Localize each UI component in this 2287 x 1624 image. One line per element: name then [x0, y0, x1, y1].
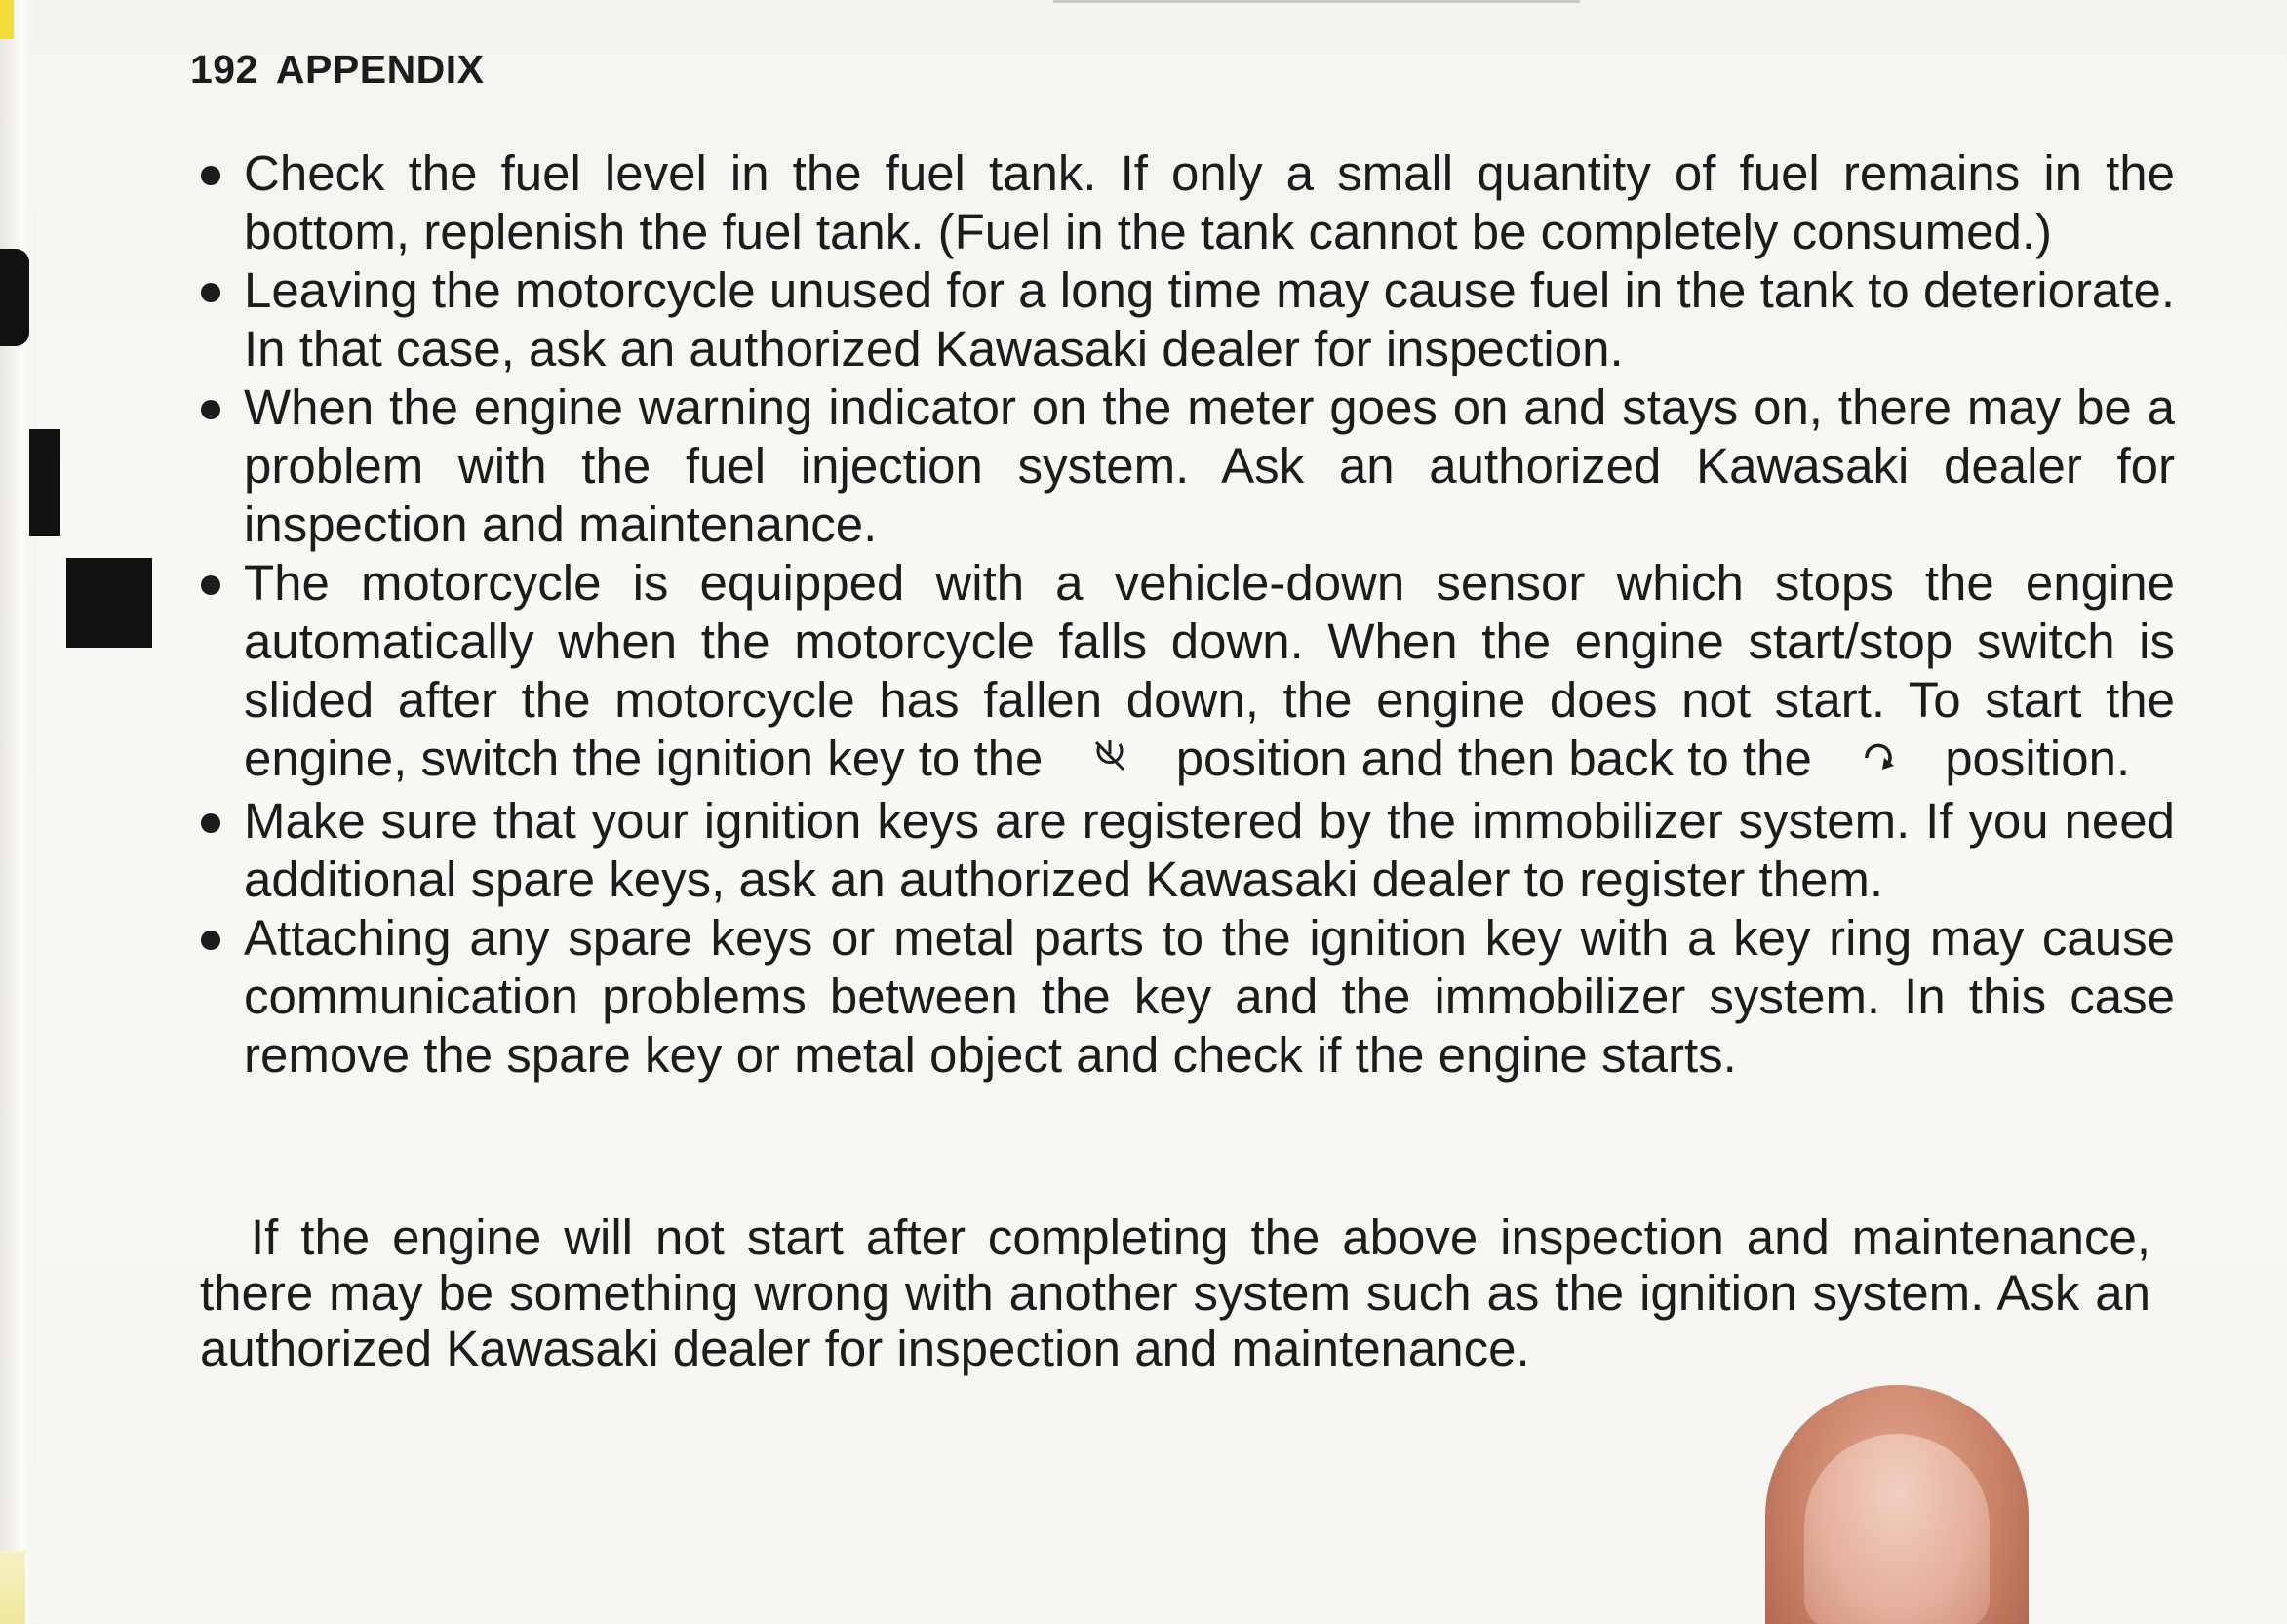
list-item-text: Check the fuel level in the fuel tank. If only a small quantity of fuel remains in the bottom, replenish the fuel tank. (Fuel in the tank cannot be completely consumed.) [244, 145, 2175, 259]
list-item-text: Leaving the motorcycle unused for a long time may cause fuel in the tank to deteriorate. In that case, ask an authorized Kawasaki dealer for inspection. [244, 262, 2175, 376]
page-top-shadow [1053, 0, 1580, 3]
closing-paragraph: If the engine will not start after completing the above inspection and maintenance, there may be something wrong with another system such as the ignition system. Ask an authorized Kawasaki dealer for inspection and maintenance. [200, 1209, 2150, 1376]
list-item [195, 554, 2175, 792]
list-item [195, 909, 2175, 1085]
troubleshooting-list [195, 144, 2175, 1085]
section-thumb-tab [0, 249, 29, 346]
thumb-nail [1804, 1434, 1990, 1624]
list-item [195, 144, 2175, 261]
list-item-text: Attaching any spare keys or metal parts to the ignition key with a key ring may cause communication problems between the key and the immobilizer system. In this case remove the spare key or metal object and check if the engine starts. [244, 910, 2175, 1083]
page-binding-edge [0, 0, 37, 1624]
list-item [195, 261, 2175, 378]
list-item [195, 792, 2175, 909]
section-thumb-tab [29, 429, 60, 536]
yellow-page-edge-bottom [0, 1551, 25, 1624]
section-title: APPENDIX [275, 47, 485, 92]
yellow-page-edge-top [0, 0, 14, 39]
bullet-icon [201, 166, 220, 185]
ignition-off-icon [1090, 733, 1129, 792]
list-item-text: position. [1945, 731, 2131, 786]
list-item-text: Make sure that your ignition keys are registered by the immobilizer system. If you need additional spare keys, ask an authorized Kawasaki dealer to register them. [244, 793, 2175, 907]
list-item-text: When the engine warning indicator on the meter goes on and stays on, there may be a problem with the fuel injection system. Ask an authorized Kawasaki dealer for inspection and maintenance. [244, 379, 2175, 552]
section-thumb-tab-current [66, 558, 152, 648]
ignition-on-icon [1859, 733, 1898, 792]
page-number: 192 [190, 47, 258, 92]
bullet-icon [201, 283, 220, 302]
list-item-text: position and then back to the [1175, 731, 1812, 786]
page-header [190, 47, 485, 93]
list-item [195, 378, 2175, 554]
bullet-icon [201, 931, 220, 950]
bullet-icon [201, 813, 220, 833]
list-item-text: The motorcycle is equipped with a vehicle-down sensor which stops the engine automatically when the motorcycle falls down. When the engine start/stop switch is slided after the motorcycle has fallen down, the engine does not start. To start the engine, switch the ignition key to the [244, 555, 2175, 786]
bullet-icon [201, 400, 220, 419]
bullet-icon [201, 575, 220, 595]
